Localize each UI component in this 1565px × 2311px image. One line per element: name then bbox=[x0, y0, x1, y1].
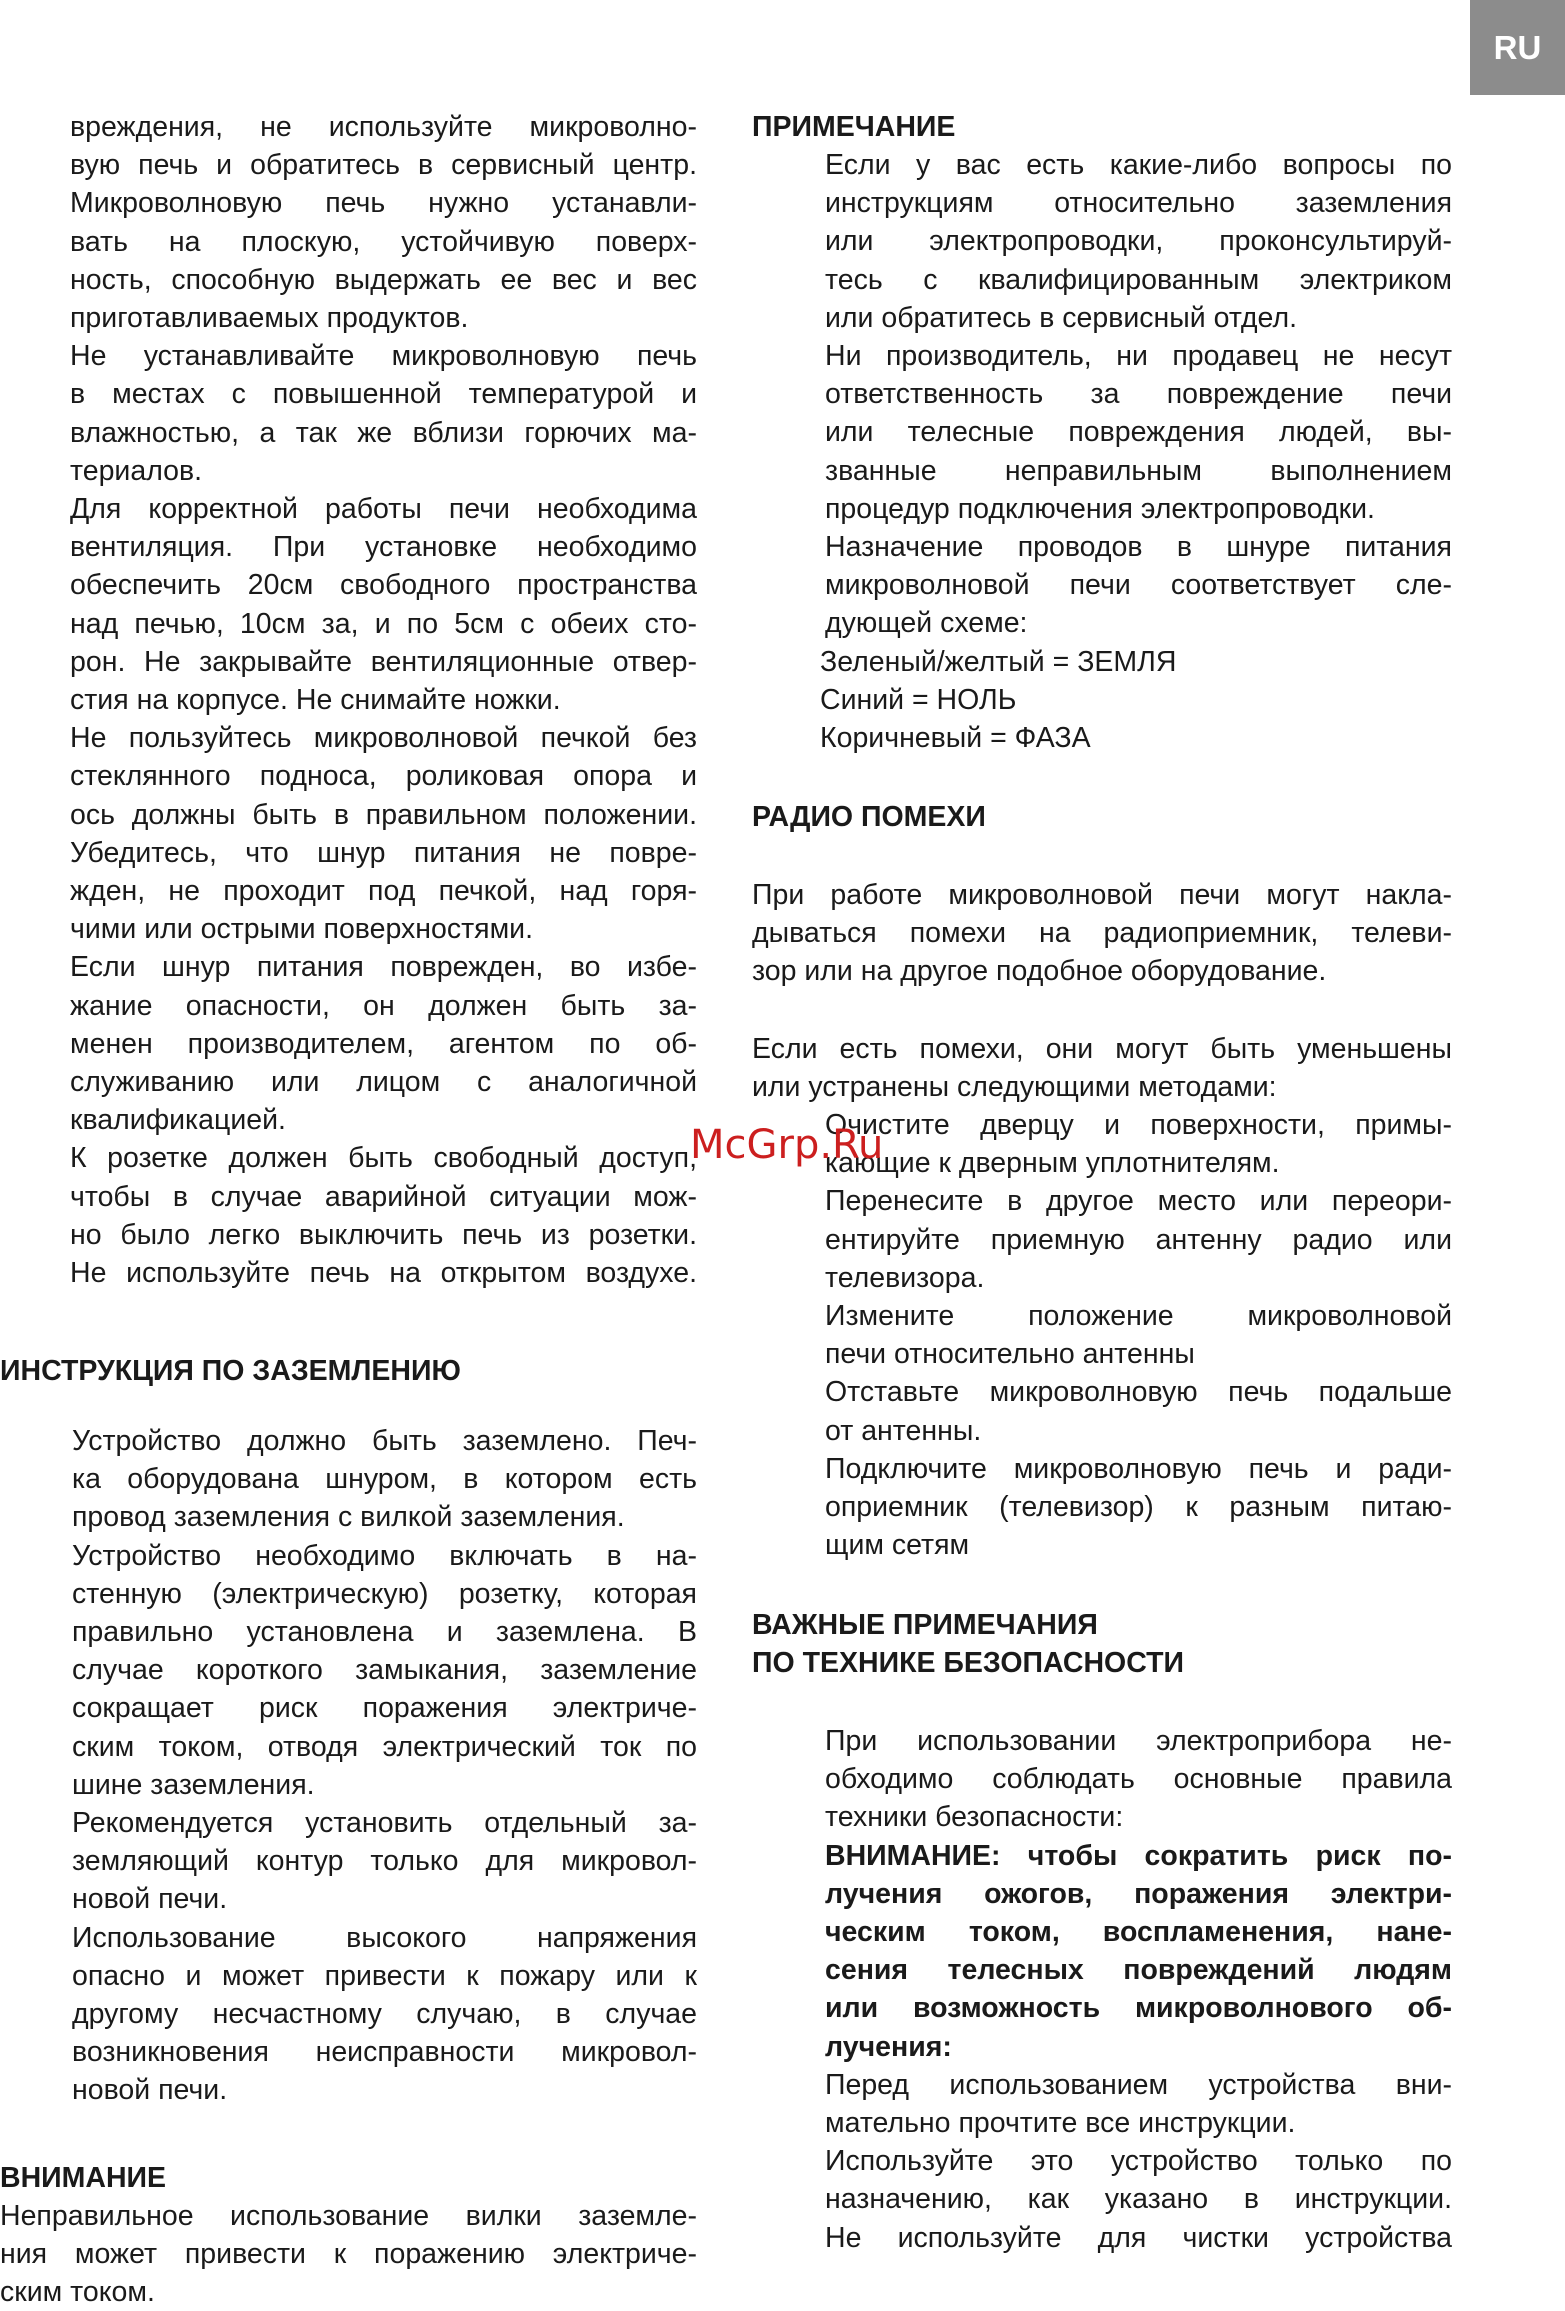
left-text-line: новой печи. bbox=[72, 2074, 228, 2107]
left-text-line: чтобы в случае аварийной ситуации мож- bbox=[70, 1180, 697, 1213]
right-text-line: Назначение проводов в шнуре питания bbox=[825, 531, 1452, 563]
right-text-line: Ни производитель, ни продавец не несут bbox=[825, 340, 1452, 372]
left-text-line: квалификацией. bbox=[70, 1104, 286, 1137]
left-text-line: жание опасности, он должен быть за- bbox=[70, 989, 697, 1022]
right-text-line: процедур подключения электропроводки. bbox=[825, 492, 1375, 525]
left-text-line: вую печь и обратитесь в сервисный центр. bbox=[70, 149, 697, 182]
left-text-line: ность, способную выдержать ее вес и вес bbox=[70, 263, 697, 296]
right-heading: РАДИО ПОМЕХИ bbox=[752, 801, 986, 833]
left-text-line: но было легко выключить печь из розетки. bbox=[70, 1218, 697, 1251]
left-text-line: Не используйте печь на открытом воздухе. bbox=[70, 1257, 697, 1289]
right-text-line: Очистите дверцу и поверхности, примы- bbox=[825, 1109, 1452, 1141]
right-text-line: лучения ожогов, поражения электри- bbox=[825, 1877, 1452, 1910]
left-text-line: вентиляция. При установке необходимо bbox=[70, 531, 697, 564]
right-text-line: Используйте это устройство только по bbox=[825, 2145, 1452, 2178]
right-heading: ВАЖНЫЕ ПРИМЕЧАНИЯ bbox=[752, 1609, 1098, 1641]
right-text-line: При работе микроволновой печи могут накла- bbox=[752, 879, 1452, 911]
left-text-line: сокращает риск поражения электриче- bbox=[72, 1692, 697, 1725]
left-text-line: Для корректной работы печи необходима bbox=[70, 493, 697, 525]
right-text-line: или телесные повреждения людей, вы- bbox=[825, 416, 1452, 449]
left-text-line: новой печи. bbox=[72, 1883, 228, 1916]
left-text-line: вать на плоскую, устойчивую поверх- bbox=[70, 225, 697, 258]
left-text-line: возникновения неисправности микровол- bbox=[72, 2036, 697, 2069]
left-text-line: ским током. bbox=[0, 2276, 155, 2308]
right-text-line: званные неправильным выполнением bbox=[825, 454, 1452, 487]
right-text-line: ответственность за повреждение печи bbox=[825, 378, 1452, 411]
right-text-line: зор или на другое подобное оборудование. bbox=[752, 955, 1327, 987]
right-text-line: или устранены следующими методами: bbox=[752, 1071, 1277, 1103]
right-heading: ПРИМЕЧАНИЕ bbox=[752, 111, 956, 143]
left-text-line: Использование высокого напряжения bbox=[72, 1921, 697, 1954]
left-text-line: ка оборудована шнуром, в котором есть bbox=[72, 1463, 697, 1496]
right-text-line: техники безопасности: bbox=[825, 1801, 1124, 1834]
right-text-line: кающие к дверным уплотнителям. bbox=[825, 1147, 1280, 1180]
right-text-line: Измените положение микроволновой bbox=[825, 1300, 1452, 1332]
left-text-line: Неправильное использование вилки заземле- bbox=[0, 2200, 697, 2232]
right-text-line: оприемник (телевизор) к разным питаю- bbox=[825, 1491, 1452, 1523]
right-text-line: микроволновой печи соответствует сле- bbox=[825, 569, 1452, 602]
left-text-line: влажностью, а так же вблизи горючих ма- bbox=[70, 416, 697, 449]
right-text-line: Перенесите в другое место или переори- bbox=[825, 1185, 1452, 1218]
left-text-line: правильно установлена и заземлена. В bbox=[72, 1616, 697, 1648]
right-text-line: тесь с квалифицированным электриком bbox=[825, 263, 1452, 296]
right-text-line: или обратитесь в сервисный отдел. bbox=[825, 301, 1298, 334]
right-text-line: инструкциям относительно заземления bbox=[825, 187, 1452, 220]
right-text-line: обходимо соблюдать основные правила bbox=[825, 1763, 1452, 1796]
right-text-line: Отставьте микроволновую печь подальше bbox=[825, 1376, 1452, 1409]
left-text-line: стия на корпусе. Не снимайте ножки. bbox=[70, 684, 561, 716]
right-text-line: Если есть помехи, они могут быть уменьшены bbox=[752, 1033, 1452, 1065]
right-text-line: телевизора. bbox=[825, 1261, 985, 1294]
right-text-line: Подключите микроволновую печь и ради- bbox=[825, 1452, 1452, 1485]
left-text-line: Убедитесь, что шнур питания не повре- bbox=[70, 836, 697, 869]
left-text-line: Устройство должно быть заземлено. Печ- bbox=[72, 1425, 697, 1457]
right-text-line: Зеленый/желтый = ЗЕМЛЯ bbox=[820, 645, 1177, 678]
left-text-line: земляющий контур только для микровол- bbox=[72, 1845, 697, 1878]
left-text-line: обеспечить 20см свободного пространства bbox=[70, 569, 697, 602]
left-text-line: провод заземления с вилкой заземления. bbox=[72, 1501, 625, 1534]
right-text-line: Перед использованием устройства вни- bbox=[825, 2068, 1452, 2101]
left-text-line: ось должны быть в правильном положении. bbox=[70, 798, 697, 831]
left-text-line: Микроволновую печь нужно устанавли- bbox=[70, 187, 697, 220]
left-text-line: над печью, 10см за, и по 5см с обеих сто- bbox=[70, 607, 697, 640]
right-heading: ПО ТЕХНИКЕ БЕЗОПАСНОСТИ bbox=[752, 1647, 1184, 1679]
watermark-text: McGrp.Ru bbox=[690, 1122, 884, 1168]
left-text-line: другому несчастному случаю, в случае bbox=[72, 1998, 697, 2030]
left-text-line: стенную (электрическую) розетку, которая bbox=[72, 1577, 697, 1610]
right-text-line: Не используйте для чистки устройства bbox=[825, 2221, 1452, 2254]
left-heading: ВНИМАНИЕ bbox=[0, 2162, 167, 2194]
left-text-line: ским током, отводя электрический ток по bbox=[72, 1730, 697, 1763]
right-text-line: ВНИМАНИЕ: чтобы сократить риск по- bbox=[825, 1839, 1452, 1872]
left-text-line: Не пользуйтесь микроволновой печкой без bbox=[70, 722, 697, 755]
left-text-line: ния может привести к поражению электриче- bbox=[0, 2238, 697, 2270]
right-text-line: Если у вас есть какие-либо вопросы по bbox=[825, 149, 1452, 181]
left-text-line: вреждения, не используйте микроволно- bbox=[70, 111, 697, 143]
left-text-line: служиванию или лицом с аналогичной bbox=[70, 1066, 697, 1098]
right-text-line: При использовании электроприбора не- bbox=[825, 1725, 1452, 1757]
left-text-line: рон. Не закрывайте вентиляционные отвер- bbox=[70, 645, 697, 678]
right-text-line: от антенны. bbox=[825, 1414, 982, 1447]
right-text-line: или возможность микроволнового об- bbox=[825, 1992, 1452, 2025]
left-text-line: Если шнур питания поврежден, во избе- bbox=[70, 951, 697, 984]
left-text-line: жден, не проходит под печкой, над горя- bbox=[70, 875, 697, 907]
left-text-line: чими или острыми поверхностями. bbox=[70, 913, 533, 946]
right-text-line: ентируйте приемную антенну радио или bbox=[825, 1223, 1452, 1256]
right-text-line: сения телесных повреждений людям bbox=[825, 1954, 1452, 1987]
language-badge: RU bbox=[1470, 0, 1565, 95]
left-text-line: менен производителем, агентом по об- bbox=[70, 1027, 697, 1060]
right-text-line: Коричневый = ФАЗА bbox=[820, 722, 1091, 754]
left-text-line: Устройство необходимо включать в на- bbox=[72, 1539, 697, 1572]
right-text-line: печи относительно антенны bbox=[825, 1338, 1195, 1371]
left-text-line: приготавливаемых продуктов. bbox=[70, 302, 469, 334]
left-text-line: К розетке должен быть свободный доступ, bbox=[70, 1142, 697, 1175]
right-text-line: дующей схеме: bbox=[825, 607, 1028, 640]
right-text-line: щим сетям bbox=[825, 1529, 970, 1562]
right-text-line: назначению, как указано в инструкции. bbox=[825, 2183, 1452, 2216]
right-text-line: ческим током, воспламенения, нане- bbox=[825, 1916, 1452, 1948]
left-text-line: стеклянного подноса, роликовая опора и bbox=[70, 760, 697, 793]
left-text-line: Не устанавливайте микроволновую печь bbox=[70, 340, 697, 373]
left-text-line: Рекомендуется установить отдельный за- bbox=[72, 1807, 697, 1839]
left-heading: ИНСТРУКЦИЯ ПО ЗАЗЕМЛЕНИЮ bbox=[0, 1355, 461, 1387]
left-text-line: шине заземления. bbox=[72, 1768, 315, 1801]
left-text-line: в местах с повышенной температурой и bbox=[70, 378, 697, 411]
right-text-line: Синий = НОЛЬ bbox=[820, 683, 1017, 716]
right-text-line: мательно прочтите все инструкции. bbox=[825, 2107, 1296, 2139]
left-text-line: териалов. bbox=[70, 454, 203, 487]
right-text-line: или электропроводки, проконсультируй- bbox=[825, 225, 1452, 258]
left-text-line: случае короткого замыкания, заземление bbox=[72, 1654, 697, 1687]
left-text-line: опасно и может привести к пожару или к bbox=[72, 1959, 697, 1992]
right-text-line: дываться помехи на радиоприемник, телеви- bbox=[752, 917, 1452, 949]
right-text-line: лучения: bbox=[825, 2030, 952, 2063]
